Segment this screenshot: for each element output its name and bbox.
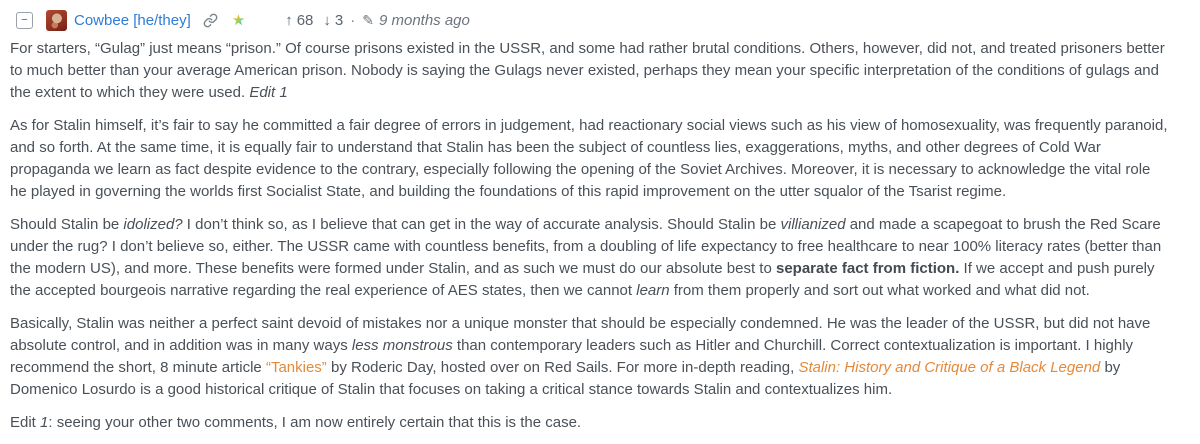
downvote-count: 3 (334, 11, 344, 29)
comment-header (10, 9, 1168, 31)
text-segment: learn (636, 282, 670, 299)
comment-paragraph (10, 313, 1168, 401)
down-arrow-icon[interactable]: ↓ (323, 11, 331, 29)
comment-body (10, 38, 1168, 434)
minus-square-icon: − (21, 13, 28, 26)
pencil-icon: ✎ (362, 11, 374, 28)
text-segment: by Roderic Day, hosted over on Red Sails. For more in-depth reading, (326, 359, 799, 376)
text-segment: 1 (40, 414, 49, 431)
text-segment: and made a scapegoat to brush the Red Scare under the rug? I don’t believe so, either. The USSR came with countless benefits, from a doubling of life expectancy to free healthcare to near 100% literacy rates (better than the modern US), and more. These benefits were formed under Stalin, and as such we must do our absolute best to (10, 216, 1162, 277)
link-chain-icon[interactable] (203, 13, 218, 28)
comment-paragraph (10, 214, 1168, 302)
text-segment: I don’t think so, as I believe that can get in the way of accurate analysis. Should Stalin be (182, 216, 781, 233)
text-segment: less monstrous (351, 337, 453, 354)
comment-paragraph (10, 412, 1168, 434)
vote-summary (285, 12, 343, 29)
inline-link[interactable]: Stalin: History and Critique of a Black Legend (798, 359, 1101, 376)
text-segment: For starters, “Gulag” just means “prison.” Of course prisons existed in the USSR, and some had rather brutal conditions. Others, however, did not, and treated prisoners better to much better than your average American prison. Nobody is saying the Gulags never existed, perhaps they mean your specific interpretation of the conditions of gulags and the extent to which they were used. (10, 40, 1165, 101)
text-segment: separate fact from fiction. (775, 260, 960, 277)
text-segment: Edit (10, 414, 41, 431)
upvote-count: 68 (296, 11, 314, 29)
comment-paragraph (10, 115, 1168, 203)
timestamp[interactable]: 9 months ago (378, 11, 470, 29)
separator: · (350, 11, 356, 29)
text-segment: than contemporary leaders such as Hitler and Churchill. Correct contextualization is important. I highly recommend the short, 8 minute article (10, 337, 1134, 376)
text-segment: Edit 1 (249, 84, 288, 101)
text-segment: by Domenico Losurdo is a good historical critique of Stalin that focuses on taking a critical stance towards Stalin and contextualizes him. (10, 359, 1121, 398)
avatar[interactable] (46, 10, 67, 31)
text-segment: idolized? (123, 216, 183, 233)
inline-link[interactable]: “Tankies” (265, 359, 327, 376)
text-segment: Basically, Stalin was neither a perfect saint devoid of mistakes nor a unique monster that should be especially condemned. He was the leader of the USSR, but did not have absolute control, and in addition was in many ways (10, 315, 1151, 354)
text-segment: As for Stalin himself, it’s fair to say he committed a fair degree of errors in judgement, had reactionary social views such as his view of homosexuality, was frequently paranoid, and so forth. At the same time, it is equally fair to understand that Stalin has been the subject of countless lies, exaggerations, myths, and other degrees of Cold War propaganda we learn as fact despite evidence to the contrary, especially following the opening of the Soviet Archives. Moreover, it is necessary to acknowledge the vital role he played in governing the worlds first Socialist State, and building the foundations of this rapid improvement on the utter squalor of the Tsarist regime. (10, 117, 1168, 200)
text-segment: villianized (780, 216, 846, 233)
text-segment: If we accept and push purely the accepted bourgeois narrative regarding the real experience of AES states, then we cannot (10, 260, 1155, 299)
comment-paragraph (10, 38, 1168, 104)
text-segment: Should Stalin be (10, 216, 124, 233)
text-segment: from them properly and sort out what worked and what did not. (669, 282, 1090, 299)
username-link[interactable]: Cowbee [he/they] (74, 11, 191, 29)
text-segment: : seeing your other two comments, I am now entirely certain that this is the case. (48, 414, 582, 431)
collapse-button[interactable] (16, 12, 33, 29)
rainbow-star-icon: ★ (231, 11, 246, 29)
up-arrow-icon[interactable]: ↑ (285, 11, 293, 29)
